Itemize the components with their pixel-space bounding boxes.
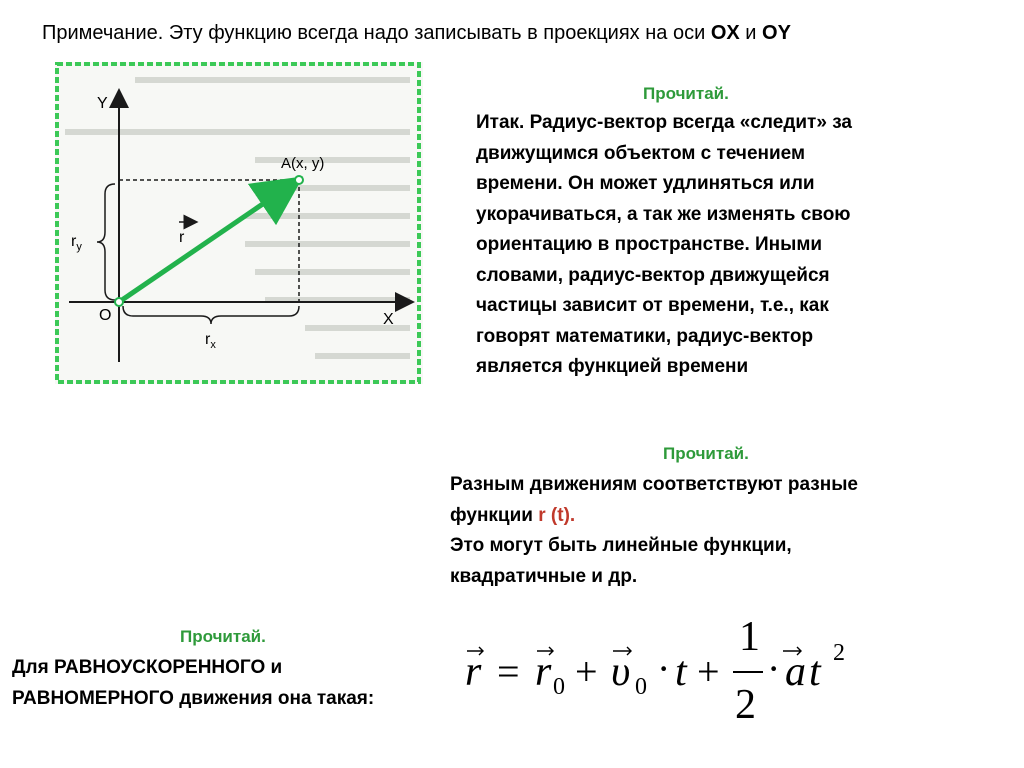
- formula-t-squared: t: [809, 649, 821, 695]
- formula-r0: r: [535, 649, 552, 695]
- top-note: [42, 22, 791, 45]
- block3-paragraph: [12, 653, 452, 714]
- formula-exponent: 2: [833, 640, 845, 666]
- block2-line2-prefix: функции: [450, 504, 539, 526]
- block1-paragraph: [476, 108, 921, 383]
- formula-v0: υ: [611, 649, 631, 695]
- block1-line: является функцией времени: [476, 356, 749, 377]
- block3-line: РАВНОМЕРНОГО движения она такая:: [12, 687, 375, 709]
- radius-vector-diagram: [55, 62, 423, 384]
- formula-plus-1: +: [575, 649, 598, 694]
- vector-label: r: [179, 229, 185, 246]
- radius-vector-figure: [55, 62, 423, 384]
- formula-equals: =: [497, 649, 520, 694]
- rx-brace: [123, 306, 299, 324]
- formula-dot-1: ·: [657, 646, 671, 691]
- ry-label: $r_y$: [71, 233, 82, 253]
- formula-acceleration: a: [785, 649, 806, 695]
- block1-line: словами, радиус-вектор движущейся: [476, 264, 830, 286]
- motion-equation: [455, 610, 875, 730]
- origin-label: O: [99, 307, 112, 324]
- formula-t: t: [675, 649, 687, 695]
- formula-dot-2: ·: [767, 646, 781, 691]
- block3-heading: Прочитай.: [180, 627, 266, 646]
- point-a-label: A(x, y): [281, 155, 325, 172]
- block1-line: ориентацию в пространстве. Иными: [476, 234, 823, 255]
- y-axis-label: Y: [97, 95, 108, 112]
- block1-line: Итак. Радиус-вектор всегда «следит» за: [476, 112, 852, 133]
- rx-label: $r_x$: [205, 331, 216, 351]
- block3-line: Для РАВНОУСКОРЕННОГО и: [12, 657, 283, 678]
- motion-equation-svg: [455, 610, 875, 730]
- block2-line: квадратичные и др.: [450, 565, 638, 587]
- block1-line: укорачиваться, а так же изменять свою: [476, 203, 851, 225]
- note-text: Примечание. Эту функцию всегда надо записывать в проекциях на оси: [42, 22, 711, 44]
- block2-heading: Прочитай.: [663, 444, 749, 463]
- formula-r: r: [465, 649, 482, 695]
- block2-line: Это могут быть линейные функции,: [450, 535, 792, 556]
- block1-line: движущимся объектом с течением: [476, 142, 806, 164]
- block1-line: говорят математики, радиус-вектор: [476, 325, 814, 347]
- origin-point: [115, 298, 123, 306]
- formula-v0-subscript: 0: [635, 674, 647, 700]
- scan-background-lines: [65, 80, 410, 356]
- note-conjunction: и: [739, 22, 763, 44]
- point-a: [295, 176, 303, 184]
- block1-line: времени. Он может удлиняться или: [476, 173, 815, 194]
- formula-plus-2: +: [697, 649, 720, 694]
- note-axis-oy: OY: [762, 22, 791, 44]
- note-axis-ox: OX: [710, 22, 740, 44]
- function-r-of-t: r (t).: [538, 504, 576, 526]
- block2-line: Разным движениям соответствуют разные: [450, 474, 858, 495]
- formula-denominator: 2: [735, 682, 756, 728]
- formula-r0-subscript: 0: [553, 674, 565, 700]
- block1-line: частицы зависит от времени, т.е., как: [476, 295, 829, 316]
- formula-numerator: 1: [739, 614, 760, 660]
- ry-brace: [97, 184, 115, 300]
- x-axis-label: X: [383, 311, 394, 328]
- block2-line: [450, 501, 970, 532]
- block1-heading: Прочитай.: [643, 84, 729, 103]
- block2-paragraph: [450, 470, 970, 592]
